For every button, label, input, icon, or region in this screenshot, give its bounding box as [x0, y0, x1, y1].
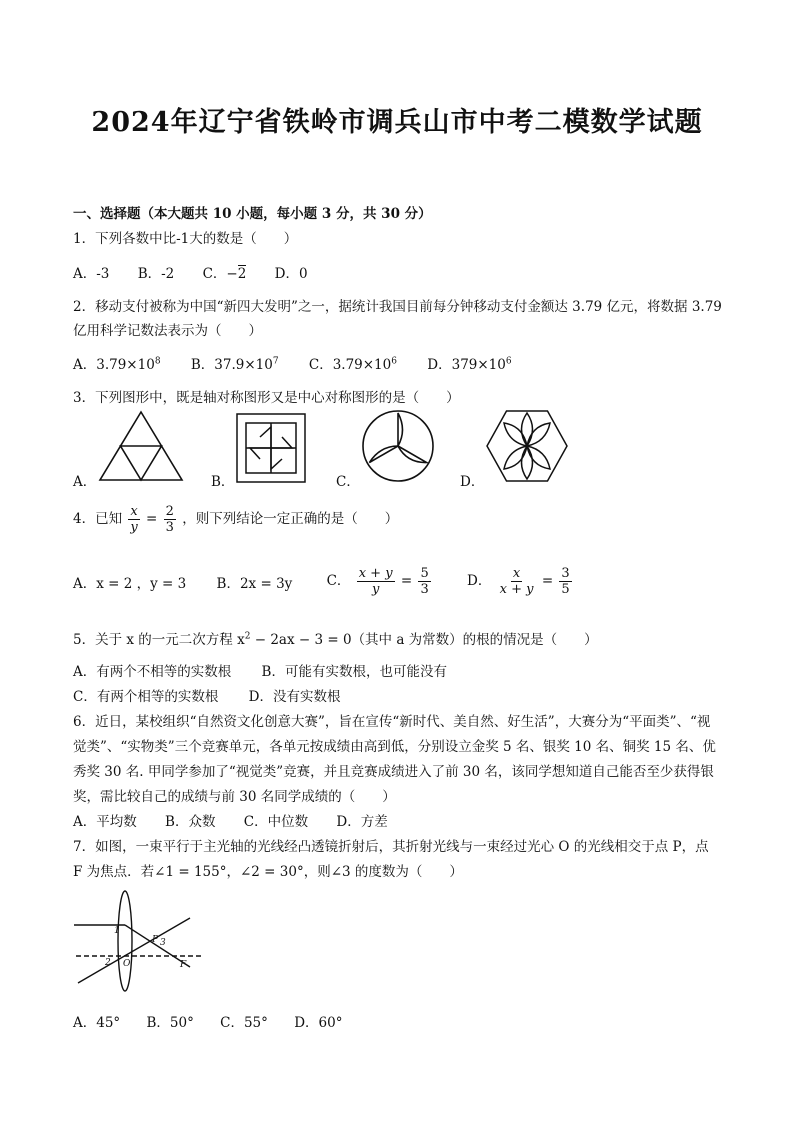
- fraction-x-over-y: [128, 504, 139, 535]
- option-c-prefix: C．−: [202, 266, 238, 282]
- q5-stem-prefix: 5．关于 x 的一元二次方程 x: [73, 632, 245, 648]
- q5-stem-suffix: − 2ax − 3 = 0（其中 a 为常数）的根的情况是（ ）: [250, 632, 598, 648]
- equals-sign: =: [146, 511, 158, 527]
- option-a: A．平均数: [73, 814, 137, 830]
- ray-through-optical-center: [78, 918, 190, 983]
- fraction-denominator: 5: [561, 582, 570, 597]
- question-5-options-row-2: [73, 685, 340, 705]
- question-7-options: [73, 1011, 342, 1031]
- point-o-label: O: [123, 959, 131, 969]
- figure-lens-diagram: [72, 888, 208, 994]
- option-d-base: D．379×10: [427, 357, 506, 373]
- equals-sign: =: [400, 573, 413, 589]
- question-7-line-1: 7．如图，一束平行于主光轴的光线经凸透镜折射后，其折射光线与一束经过光心 O 的光线相交于点 P，点: [73, 839, 709, 855]
- figure-b-pinwheel-square: [236, 413, 306, 483]
- option-d: [467, 566, 574, 597]
- question-5-options-row-1: [73, 660, 447, 680]
- question-6-line-3: 秀奖 30 名. 甲同学参加了“视觉类”竞赛，并且竞赛成绩进入了前 30 名，该同学想知道自己能否至少获得银: [73, 764, 714, 780]
- section-heading: 一、选择题（本大题共 10 小题，每小题 3 分，共 30 分）: [73, 206, 432, 222]
- option-d-label: D．: [460, 474, 485, 490]
- fraction-denominator: 3: [420, 582, 429, 597]
- question-7-line-2: F 为焦点．若∠1 = 155°，∠2 = 30°，则∠3 的度数为（ ）: [73, 864, 463, 880]
- option-b: B．-2: [137, 266, 175, 282]
- figure-d-hexagon-flower: [486, 410, 568, 482]
- figure-a-triangle: [98, 410, 184, 482]
- option-a-base: A．3.79×10: [73, 357, 155, 373]
- option-d: D．没有实数根: [248, 689, 341, 705]
- option-c: C．中位数: [243, 814, 309, 830]
- question-4-stem: [73, 504, 398, 535]
- option-d: D．方差: [336, 814, 388, 830]
- sqrt-radicand: 2: [237, 266, 247, 282]
- option-a-exponent: 8: [154, 356, 161, 367]
- point-p-label: P: [152, 935, 159, 945]
- question-4-options: [73, 566, 574, 597]
- fraction-x-plus-y-over-y: [357, 566, 395, 597]
- question-2-line-1: 2．移动支付被称为中国“新四大发明”之一，据统计我国目前每分钟移动支付金额达 3.79 亿元，将数据 3.79: [73, 299, 722, 315]
- option-d: D．0: [274, 266, 308, 282]
- question-3-stem: 3．下列图形中，既是轴对称图形又是中心对称图形的是（ ）: [73, 390, 460, 406]
- option-d: [427, 353, 511, 373]
- option-a-label: A．: [73, 474, 97, 490]
- angle-2-label: 2: [105, 958, 111, 968]
- option-b: [191, 353, 279, 373]
- focus-f-label: F: [180, 960, 187, 970]
- question-5-stem: [73, 628, 598, 648]
- option-a: A．-3: [73, 266, 110, 282]
- q4-stem-prefix: 4．已知: [73, 511, 123, 527]
- option-b-exponent: 7: [272, 356, 279, 367]
- option-b: B．2x = 3y: [216, 575, 293, 592]
- q4-stem-suffix: ，则下列结论一定正确的是（ ）: [182, 511, 399, 527]
- fraction-5-over-3: [418, 566, 430, 597]
- fraction-denominator: y: [371, 582, 380, 597]
- option-b: B．众数: [165, 814, 216, 830]
- question-2-line-2: 亿用科学记数法表示为（ ）: [73, 323, 262, 339]
- question-6-options: [73, 810, 388, 830]
- fraction-numerator: x: [130, 504, 138, 519]
- question-6-line-1: 6．近日，某校组织“自然资文化创意大赛”，旨在宣传“新时代、美自然、好生活”，大赛分为“平面类”、“视: [73, 714, 711, 730]
- option-c-label: C．: [336, 474, 360, 490]
- question-1-stem: 1．下列各数中比-1大的数是（ ）: [73, 231, 298, 247]
- fraction-3-over-5: [559, 566, 571, 597]
- fraction-denominator: x + y: [499, 582, 534, 597]
- option-a: A．45°: [73, 1015, 121, 1031]
- angle-3-label: 3: [160, 938, 166, 948]
- question-2-options: [73, 353, 512, 373]
- option-c: [203, 262, 247, 282]
- q5-exponent: 2: [244, 631, 251, 642]
- fraction-numerator: 3: [561, 566, 570, 581]
- option-a: A．x = 2 ，y = 3: [73, 575, 187, 592]
- fraction-x-over-x-plus-y: [498, 566, 536, 597]
- fraction-denominator: 3: [165, 520, 174, 535]
- option-d-label: D．: [467, 573, 492, 589]
- option-c: C．有两个相等的实数根: [73, 689, 219, 705]
- page-title: 2024年辽宁省铁岭市调兵山市中考二模数学试题: [91, 107, 703, 138]
- option-a: A．有两个不相等的实数根: [73, 664, 232, 680]
- option-c: C．55°: [220, 1015, 268, 1031]
- fraction-denominator: y: [130, 520, 138, 535]
- option-c-label: C．: [326, 573, 351, 589]
- question-6-line-2: 觉类”、“实物类”三个竞赛单元，各单元按成绩由高到低，分别设立金奖 5 名、银奖 10 名、铜奖 15 名、优: [73, 739, 716, 755]
- convex-lens: [118, 891, 132, 991]
- option-b: B．可能有实数根，也可能没有: [261, 664, 447, 680]
- equals-sign: =: [541, 573, 554, 589]
- option-d-exponent: 6: [505, 356, 512, 367]
- question-1-options: [73, 262, 308, 282]
- fraction-2-over-3: [164, 504, 176, 535]
- option-b-base: B．37.9×10: [190, 357, 273, 373]
- question-6-line-4: 奖，需比较自己的成绩与前 30 名同学成绩的（ ）: [73, 789, 396, 805]
- option-c: [309, 353, 397, 373]
- fraction-numerator: 5: [420, 566, 429, 581]
- angle-1-label: 1: [114, 926, 120, 936]
- option-c-base: C．3.79×10: [308, 357, 392, 373]
- option-c: [327, 566, 433, 597]
- option-a: [73, 353, 161, 373]
- option-b-label: B．: [211, 474, 235, 490]
- fraction-numerator: x + y: [358, 566, 393, 581]
- option-c-exponent: 6: [391, 356, 397, 367]
- fraction-numerator: 2: [165, 504, 174, 519]
- figure-c-circle-blades: [360, 408, 436, 484]
- fraction-numerator: x: [512, 566, 521, 581]
- option-d: D．60°: [294, 1015, 343, 1031]
- option-b: B．50°: [146, 1015, 194, 1031]
